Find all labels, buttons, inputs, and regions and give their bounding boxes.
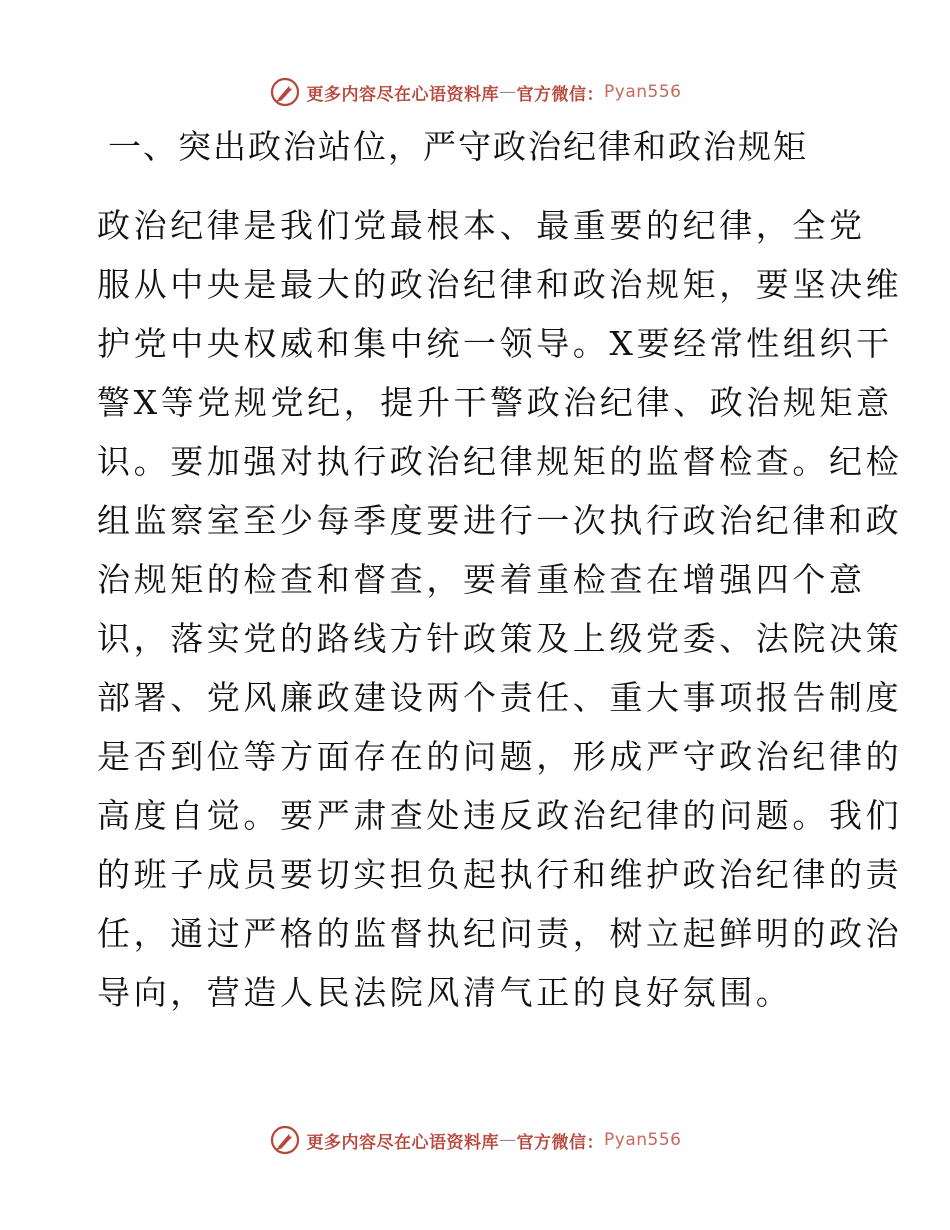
watermark-wechat-id: Pyan556 (604, 1130, 682, 1150)
watermark-site-text: 更多内容尽在心语资料库 (306, 84, 500, 105)
paragraph-line: 的班子成员要切实担负起执行和维护政治纪律的责 (97, 855, 903, 894)
paragraph-line: 高度自觉。要严肃查处违反政治纪律的问题。我们 (97, 796, 903, 835)
section-heading: 一、突出政治站位，严守政治纪律和政治规矩 (108, 127, 808, 166)
paragraph-line: 政治纪律是我们党最根本、最重要的纪律，全党 (97, 206, 866, 245)
paragraph-line: 组监察室至少每季度要进行一次执行政治纪律和政 (97, 501, 903, 540)
header-watermark (0, 72, 950, 112)
paragraph-line: 护党中央权威和集中统一领导。X要经常性组织干 (97, 324, 893, 363)
fountain-pen-logo-icon (269, 76, 301, 108)
watermark-wechat-label: 官方微信： (516, 84, 605, 105)
paragraph-line: 是否到位等方面存在的问题，形成严守政治纪律的 (97, 737, 903, 776)
paragraph-line: 识，落实党的路线方针政策及上级党委、法院决策 (97, 619, 903, 658)
fountain-pen-logo-icon (269, 1124, 301, 1156)
watermark-dash: — (499, 82, 517, 102)
paragraph-line: 服从中央是最大的政治纪律和政治规矩，要坚决维 (97, 265, 903, 304)
paragraph-line: 部署、党风廉政建设两个责任、重大事项报告制度 (97, 678, 903, 717)
paragraph-line: 警X等党规党纪，提升干警政治纪律、政治规矩意 (97, 383, 893, 422)
watermark-dash: — (499, 1130, 517, 1150)
paragraph-line: 导向，营造人民法院风清气正的良好氛围。 (97, 973, 793, 1012)
footer-watermark (0, 1120, 950, 1160)
body-paragraph (97, 196, 903, 1022)
paragraph-line: 任，通过严格的监督执纪问责，树立起鲜明的政治 (97, 914, 903, 953)
watermark-wechat-id: Pyan556 (604, 82, 682, 102)
paragraph-line: 治规矩的检查和督查，要着重检查在增强四个意 (97, 560, 866, 599)
watermark-wechat-label: 官方微信： (516, 1132, 605, 1153)
watermark-site-text: 更多内容尽在心语资料库 (306, 1132, 500, 1153)
paragraph-line: 识。要加强对执行政治纪律规矩的监督检查。纪检 (97, 442, 903, 481)
